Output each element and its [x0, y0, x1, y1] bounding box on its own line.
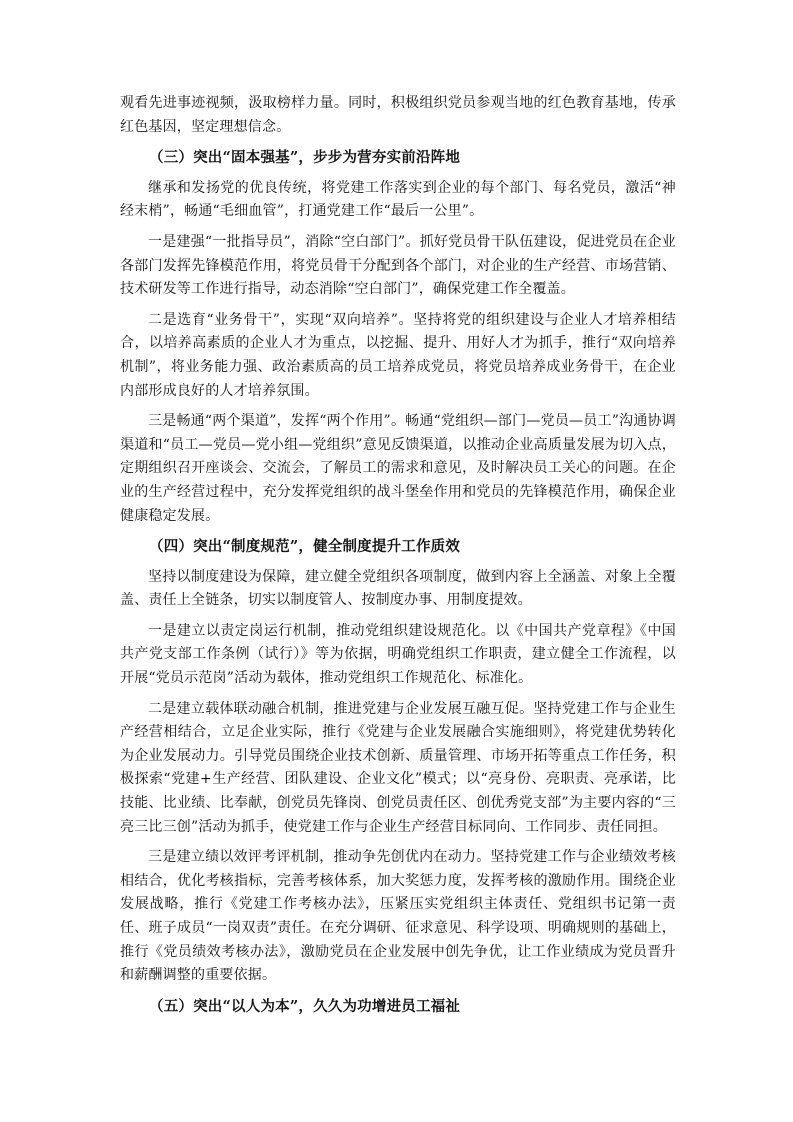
- section-heading-4: （四）突出“制度规范”，健全制度提升工作质效: [149, 538, 461, 556]
- paragraph-section4-item3: 三是建立绩以效评考评机制，推动争先创优内在动力。坚持党建工作与企业绩效考核相结合，优化考核指标，完善考核体系，加大奖惩力度，发挥考核的激励作用。围绕企业发展战略，推行《党建工作考核办法》，压紧压实党组织主体责任、党组织书记第一责任、班子成员“一岗双责”责任。在充分调研、征求意见、科学设项、明确规则的基础上，推行《党员绩效考核办法》，激励党员在企业发展中创先争优，让工作业绩成为党员晋升和薪酬调整的重要依据。: [120, 849, 676, 984]
- paragraph-section3-item1: 一是建强“一批指导员”，消除“空白部门”。抓好党员骨干队伍建设，促进党员在企业各部门发挥先锋模范作用，将党员骨干分配到各个部门，对企业的生产经营、市场营销、技术研发等工作进行指导，动态消除“空白部门”，确保党建工作全覆盖。: [120, 233, 676, 298]
- section-heading-5: （五）突出“以人为本”，久久为功增进员工福祉: [149, 997, 461, 1015]
- paragraph-continuation: 观看先进事迹视频，汲取榜样力量。同时，积极组织党员参观当地的红色教育基地，传承红色基因，坚定理想信念。: [120, 95, 676, 135]
- section-heading-3: （三）突出“固本强基”，步步为营夯实前沿阵地: [149, 149, 461, 167]
- document-body: [120, 92, 676, 1025]
- paragraph-section4-item1: 一是建立以责定岗运行机制，推动党组织建设规范化。以《中国共产党章程》《中国共产党支部工作条例（试行）》等为依据，明确党组织工作职责，建立健全工作流程，以开展“党员示范岗”活动为载体，推动党组织工作规范化、标准化。: [120, 622, 676, 687]
- paragraph-section4-intro: 坚持以制度建设为保障，建立健全党组织各项制度，做到内容上全涵盖、对象上全覆盖、责任上全链条，切实以制度管人、按制度办事、用制度提效。: [120, 568, 676, 609]
- paragraph-section3-item2: 二是选育“业务骨干”，实现“双向培养”。坚持将党的组织建设与企业人才培养相结合，以培养高素质的企业人才为重点，以挖掘、提升、用好人才为抓手，推行“双向培养机制”，将业务能力强、政治素质高的员工培养成党员，将党员培养成业务骨干，在企业内部形成良好的人才培养氛围。: [120, 311, 676, 399]
- paragraph-section3-item3: 三是畅通“两个渠道”，发挥“两个作用”。畅通“党组织—部门—党员—员工”沟通协调渠道和“员工—党员—党小组—党组织”意见反馈渠道，以推动企业高质量发展为切入点，定期组织召开座谈会、交流会，了解员工的需求和意见，及时解决员工关心的问题。在企业的生产经营过程中，充分发挥党组织的战斗堡垒作用和党员的先锋模范作用，确保企业健康稳定发展。: [120, 413, 676, 524]
- paragraph-section3-intro: 继承和发扬党的优良传统，将党建工作落实到企业的每个部门、每名党员，激活“神经末梢”，畅通“毛细血管”，打通党建工作“最后一公里”。: [120, 179, 676, 220]
- paragraph-section4-item2: 二是建立载体联动融合机制，推进党建与企业发展互融互促。坚持党建工作与企业生产经营相结合，立足企业实际，推行《党建与企业发展融合实施细则》，将党建优势转化为企业发展动力。引导党员围绕企业技术创新、质量管理、市场开拓等重点工作任务，积极探索“党建+生产经营、团队建设、企业文化”模式；以“亮身份、亮职责、亮承诺，比技能、比业绩、比奉献，创党员先锋岗、创党员责任区、创优秀党支部”为主要内容的“三亮三比三创”活动为抓手，使党建工作与企业生产经营目标同向、工作同步、责任同担。: [120, 700, 676, 835]
